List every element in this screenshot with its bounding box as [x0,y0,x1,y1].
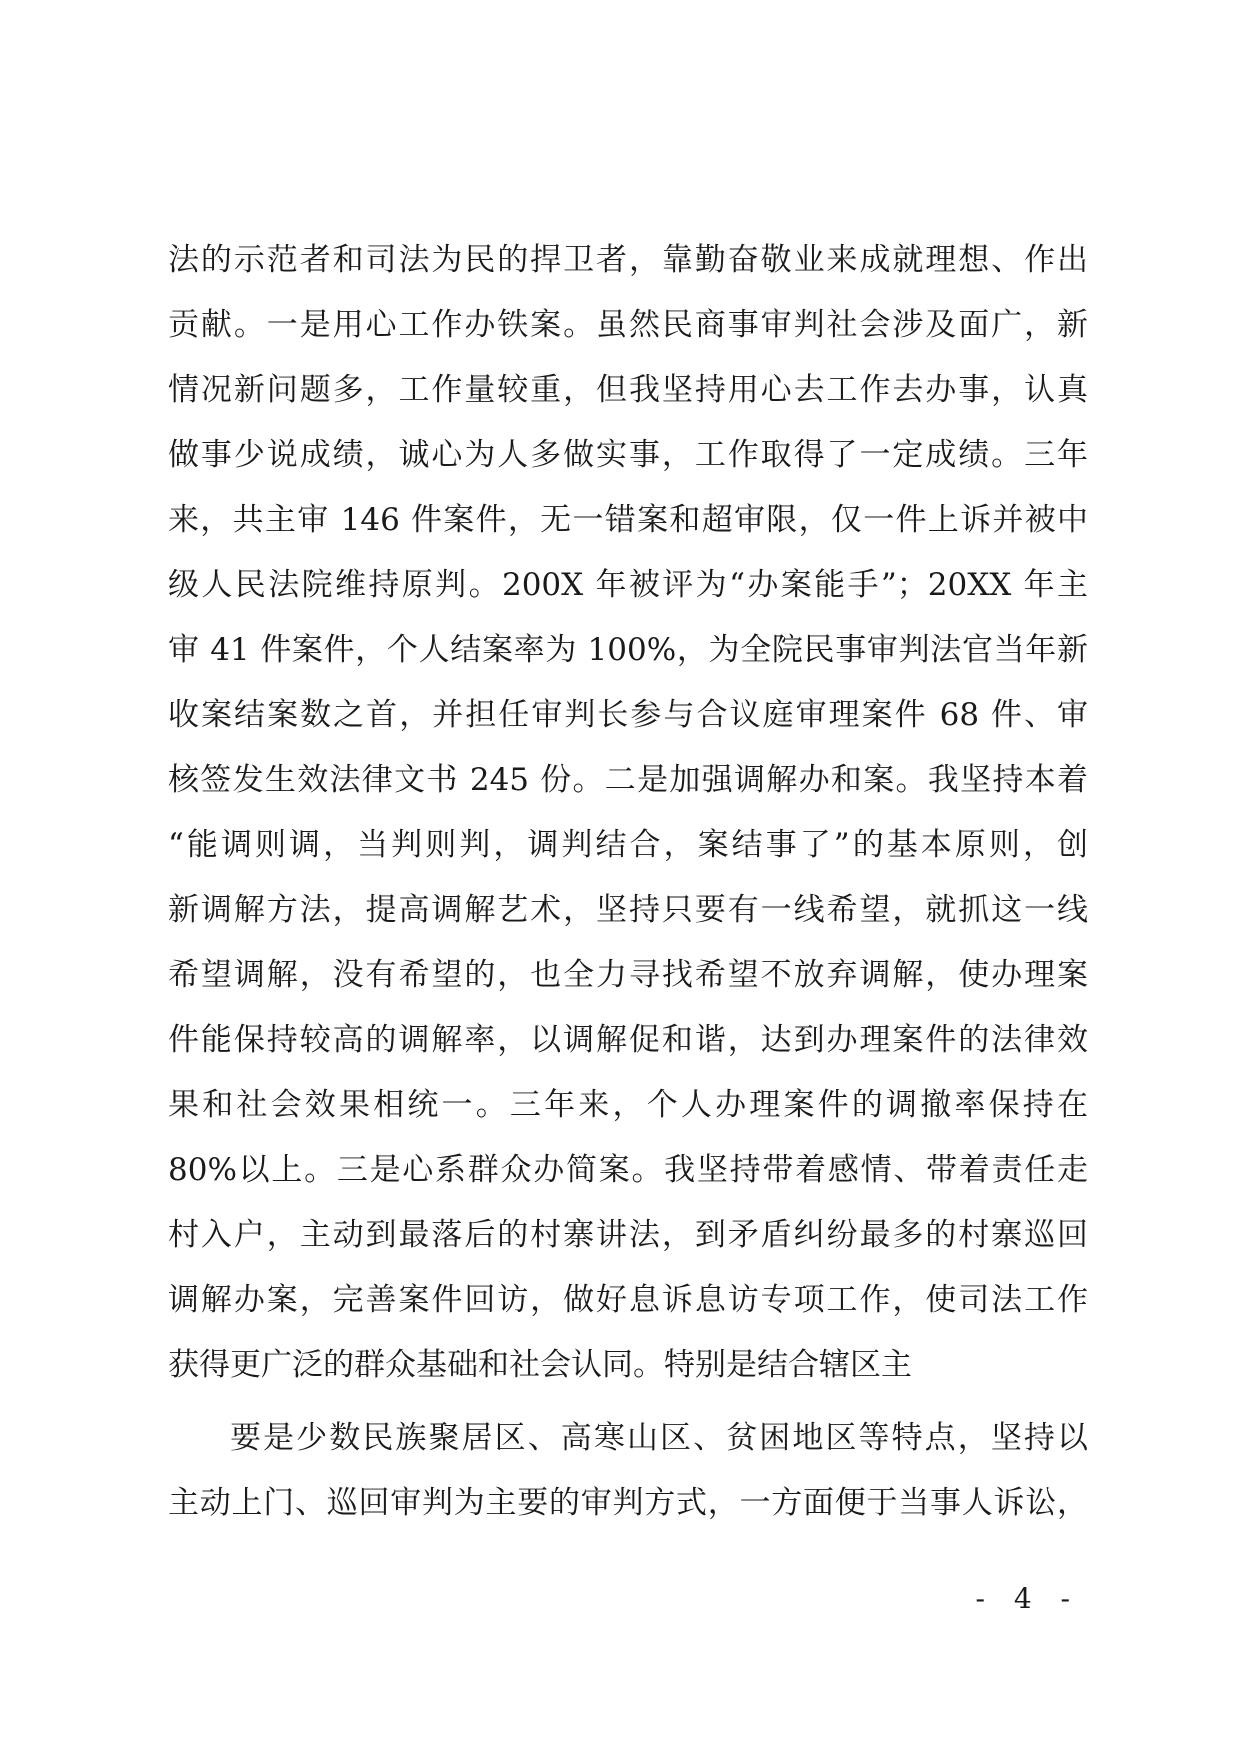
text-line: 要是少数民族聚居区、高寒山区、贫困地区等特点，坚持以 [230,1420,1088,1456]
text-line: “能调则调，当判则判，调判结合，案结事了”的基本原则，创 [168,827,1088,863]
text-line: 情况新问题多，工作量较重，但我坚持用心去工作去办事，认真 [168,372,1088,408]
text-line: 件能保持较高的调解率，以调解促和谐，达到办理案件的法律效 [168,1022,1088,1058]
paragraph-gap [168,1398,1088,1406]
text-line: 调解办案，完善案件回访，做好息诉息访专项工作，使司法工作 [168,1282,1088,1318]
text-line: 新调解方法，提高调解艺术，坚持只要有一线希望，就抓这一线 [168,892,1088,928]
text-line: 核签发生效法律文书 245 份。二是加强调解办和案。我坚持本着 [168,762,1088,798]
text-line: 贡献。一是用心工作办铁案。虽然民商事审判社会涉及面广，新 [168,307,1088,343]
body-text [168,228,1088,1536]
text-line: 法的示范者和司法为民的捍卫者，靠勤奋敬业来成就理想、作出 [168,242,1088,278]
text-line: 做事少说成绩，诚心为人多做实事，工作取得了一定成绩。三年 [168,437,1088,473]
text-line: 来，共主审 146 件案件，无一错案和超审限，仅一件上诉并被中 [168,502,1088,538]
page-number: - 4 - [975,1582,1080,1615]
text-line: 果和社会效果相统一。三年来，个人办理案件的调撤率保持在 [168,1087,1088,1123]
text-line: 审 41 件案件，个人结案率为 100%，为全院民事审判法官当年新 [168,632,1088,668]
text-line: 村入户，主动到最落后的村寨讲法，到矛盾纠纷最多的村寨巡回 [168,1217,1088,1253]
text-line: 级人民法院维持原判。200X 年被评为“办案能手”；20XX 年主 [168,567,1088,603]
text-line: 收案结案数之首，并担任审判长参与合议庭审理案件 68 件、审 [168,697,1088,733]
text-line: 获得更广泛的群众基础和社会认同。特别是结合辖区主 [168,1347,912,1383]
text-line: 80%以上。三是心系群众办简案。我坚持带着感情、带着责任走 [168,1152,1088,1188]
text-line: 主动上门、巡回审判为主要的审判方式，一方面便于当事人诉讼， [168,1485,1088,1521]
text-line: 希望调解，没有希望的，也全力寻找希望不放弃调解，使办理案 [168,957,1088,993]
